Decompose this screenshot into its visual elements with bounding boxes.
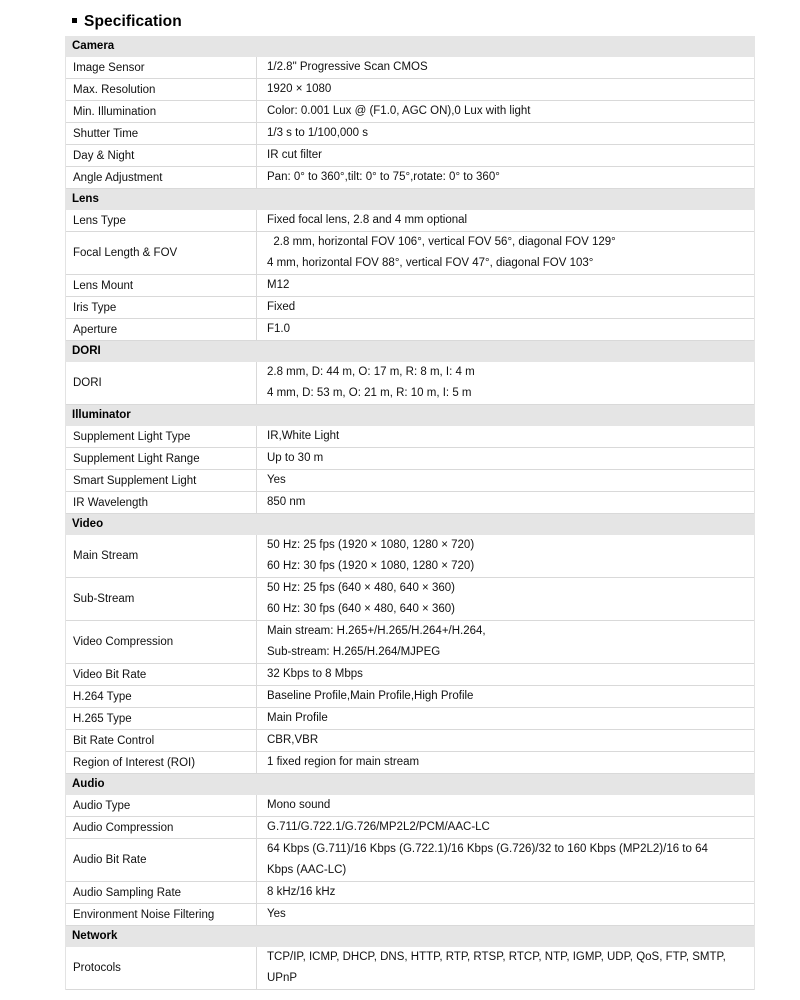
spec-value [256,578,754,620]
table-row [66,57,754,79]
table-row [66,752,754,774]
table-row [66,708,754,730]
spec-value-line: IR,White Light [267,430,340,442]
spec-value [256,492,754,513]
spec-label: Lens Mount [73,279,134,292]
spec-value-line: Main Profile [267,712,328,724]
spec-label: Protocols [73,962,121,974]
spec-value-line: 1920 × 1080 [267,83,332,95]
spec-value-line: 2.8 mm, horizontal FOV 106°, vertical FOV 56°, diagonal FOV 129° [267,236,616,248]
spec-label: Region of Interest (ROI) [73,756,196,769]
spec-value-line: CBR,VBR [267,734,319,746]
spec-value [256,101,754,122]
spec-value-line: Mono sound [267,799,331,811]
spec-value [256,882,754,903]
table-row [66,470,754,492]
table-row [66,686,754,708]
spec-value [256,904,754,925]
spec-value-line: Yes [267,474,286,486]
spec-value [256,839,754,881]
spec-label: Supplement Light Type [73,430,191,443]
table-row [66,730,754,752]
table-row [66,448,754,470]
page-title-text: Specification [84,13,182,30]
spec-label: H.264 Type [73,690,132,703]
spec-value [256,795,754,816]
spec-label: Lens Type [73,214,126,227]
spec-label: Video Compression [73,636,174,648]
spec-value [256,297,754,318]
spec-value [256,470,754,491]
spec-value-line: Sub-stream: H.265/H.264/MJPEG [267,646,441,658]
spec-value [256,730,754,751]
spec-value-line: Fixed focal lens, 2.8 and 4 mm optional [267,214,468,226]
spec-label: H.265 Type [73,712,132,725]
spec-value-line: 2.8 mm, D: 44 m, O: 17 m, R: 8 m, I: 4 m [267,366,475,378]
spec-label: Day & Night [73,149,135,162]
spec-value-line: 4 mm, horizontal FOV 88°, vertical FOV 47°, diagonal FOV 103° [267,257,594,269]
spec-label: Audio Sampling Rate [73,886,182,899]
table-row [66,79,754,101]
spec-value-line: Up to 30 m [267,452,324,464]
spec-value [256,145,754,166]
spec-label: Min. Illumination [73,105,157,118]
spec-label: Max. Resolution [73,83,156,96]
specification-table [65,36,755,990]
table-row [66,297,754,319]
spec-value-line: M12 [267,279,290,291]
spec-label: Image Sensor [73,61,145,74]
spec-value-line: 64 Kbps (G.711)/16 Kbps (G.722.1)/16 Kbps (G.726)/32 to 160 Kbps (MP2L2)/16 to 64 [267,843,708,855]
spec-value-line: F1.0 [267,323,291,335]
spec-value-line: UPnP [267,972,298,984]
spec-label: DORI [73,377,102,389]
spec-value-line: 50 Hz: 25 fps (1920 × 1080, 1280 × 720) [267,539,475,551]
spec-value-line: 4 mm, D: 53 m, O: 21 m, R: 10 m, I: 5 m [267,387,472,399]
spec-value-line: Kbps (AAC-LC) [267,864,347,876]
section-header-camera: Camera [65,36,755,57]
section-header-illuminator: Illuminator [65,405,755,426]
table-row [66,817,754,839]
spec-label: IR Wavelength [73,496,148,509]
spec-value [256,535,754,577]
spec-label: Bit Rate Control [73,734,155,747]
section-header-audio: Audio [65,774,755,795]
spec-value [256,232,754,274]
spec-value [256,664,754,685]
section-header-dori: DORI [65,341,755,362]
table-row [66,123,754,145]
spec-label: Audio Type [73,799,131,812]
spec-value-line: Color: 0.001 Lux @ (F1.0, AGC ON),0 Lux with light [267,105,531,117]
spec-label: Main Stream [73,550,139,562]
table-row [66,319,754,341]
spec-value-line: Yes [267,908,286,920]
spec-value [256,686,754,707]
spec-value [256,57,754,78]
spec-value-line: Fixed [267,301,296,313]
table-row [66,167,754,189]
square-bullet-icon [72,18,77,23]
table-row [66,904,754,926]
spec-value [256,319,754,340]
spec-value [256,817,754,838]
spec-value-line: TCP/IP, ICMP, DHCP, DNS, HTTP, RTP, RTSP, RTCP, NTP, IGMP, UDP, QoS, FTP, SMTP, [267,951,726,963]
spec-value [256,123,754,144]
section-header-video: Video [65,514,755,535]
spec-value-line: G.711/G.722.1/G.726/MP2L2/PCM/AAC-LC [267,821,490,833]
spec-value-line: Baseline Profile,Main Profile,High Profile [267,690,474,702]
table-row [66,275,754,297]
table-row [66,492,754,514]
spec-label: Focal Length & FOV [73,247,178,259]
spec-value [256,79,754,100]
spec-value-line: Main stream: H.265+/H.265/H.264+/H.264, [267,625,486,637]
spec-label: Iris Type [73,301,117,314]
spec-label: Sub-Stream [73,593,135,605]
spec-value-line: 850 nm [267,496,306,508]
spec-value-line: 1 fixed region for main stream [267,756,420,768]
table-row [66,839,754,882]
spec-value-line: 32 Kbps to 8 Mbps [267,668,363,680]
spec-label: Supplement Light Range [73,452,200,465]
spec-value-line: 60 Hz: 30 fps (640 × 480, 640 × 360) [267,603,455,615]
spec-value-line: 1/2.8" Progressive Scan CMOS [267,61,428,73]
spec-value-line: 60 Hz: 30 fps (1920 × 1080, 1280 × 720) [267,560,475,572]
spec-value-line: IR cut filter [267,149,322,161]
spec-value [256,947,754,989]
table-row [66,882,754,904]
spec-value [256,621,754,663]
spec-label: Audio Compression [73,821,174,834]
spec-value [256,448,754,469]
table-row [66,232,754,275]
table-row [66,664,754,686]
spec-label: Aperture [73,323,118,336]
spec-value [256,752,754,773]
table-row [66,101,754,123]
table-row [66,145,754,167]
table-row [66,621,754,664]
spec-label: Audio Bit Rate [73,854,147,866]
spec-value [256,210,754,231]
table-row [66,362,754,405]
spec-value [256,708,754,729]
section-header-network: Network [65,926,755,947]
spec-value-line: Pan: 0° to 360°,tilt: 0° to 75°,rotate: 0° to 360° [267,171,500,183]
spec-label: Smart Supplement Light [73,474,197,487]
spec-value-line: 50 Hz: 25 fps (640 × 480, 640 × 360) [267,582,455,594]
table-row [66,210,754,232]
table-row [66,795,754,817]
spec-value [256,275,754,296]
section-header-lens: Lens [65,189,755,210]
spec-label: Angle Adjustment [73,171,163,184]
spec-value-line: 8 kHz/16 kHz [267,886,336,898]
spec-label: Video Bit Rate [73,668,147,681]
table-row [66,535,754,578]
spec-value [256,362,754,404]
page-title [65,11,765,33]
spec-value-line: 1/3 s to 1/100,000 s [267,127,369,139]
spec-label: Environment Noise Filtering [73,908,215,921]
table-row [66,947,754,990]
table-row [66,578,754,621]
spec-value [256,167,754,188]
table-row [66,426,754,448]
spec-label: Shutter Time [73,127,139,140]
spec-value [256,426,754,447]
